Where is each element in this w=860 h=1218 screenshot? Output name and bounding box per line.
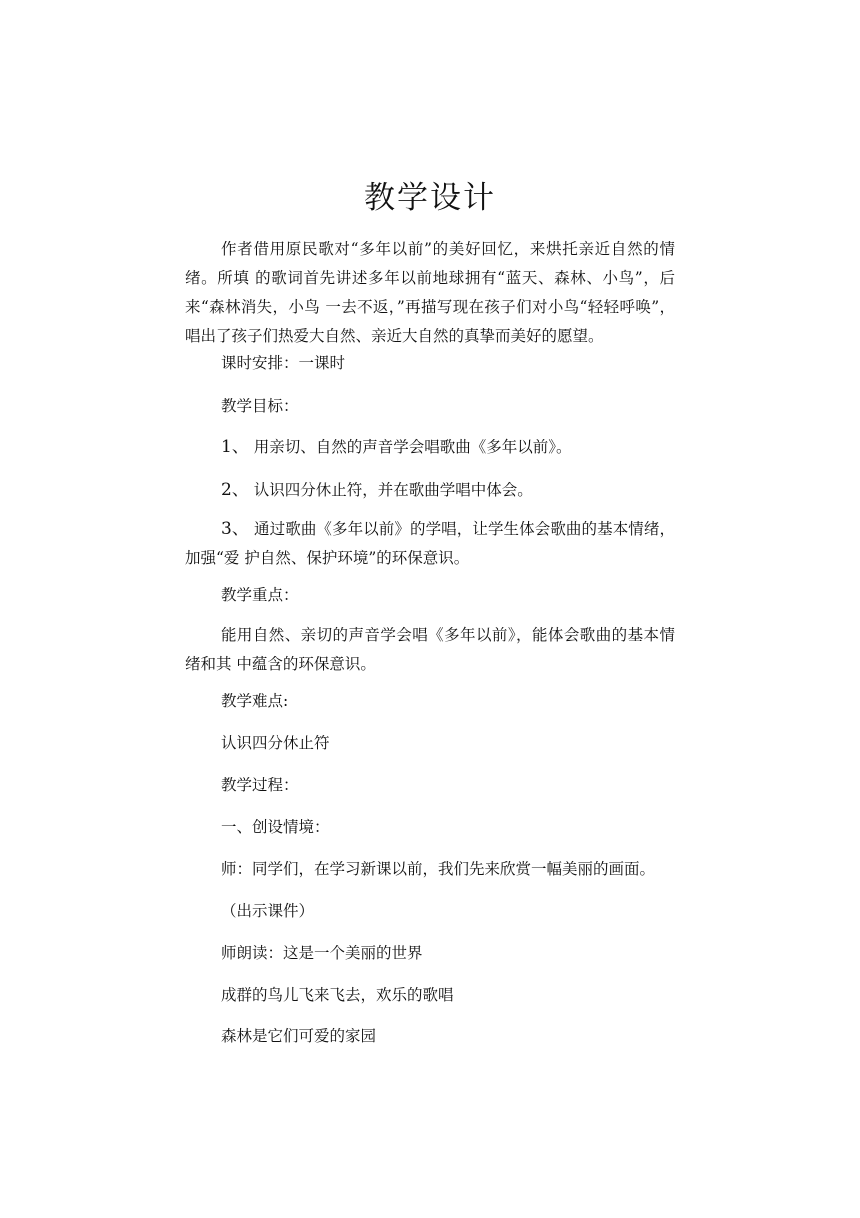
document-title: 教学设计 [364, 180, 496, 216]
process-heading: 教学过程： [221, 776, 299, 794]
difficulty-text: 认识四分休止符 [221, 734, 330, 752]
reading-line-3: 森林是它们可爱的家园 [221, 1027, 377, 1045]
teacher-line: 师：同学们，在学习新课以前，我们先来欣赏一幅美丽的画面。 [221, 860, 656, 878]
goal-number: 1、 [221, 437, 249, 457]
goal-text: 用亲切、自然的声音学会唱歌曲《多年以前》。 [248, 438, 572, 456]
reading-line-2: 成群的鸟儿飞来飞去，欢乐的歌唱 [221, 986, 454, 1004]
step1-heading: 一、创设情境： [221, 818, 330, 836]
goal-text: 通过歌曲《多年以前》的学唱，让学生体会歌曲的基本情绪，加强“爱 护自然、保护环境”的环保意识。 [185, 520, 675, 567]
goal-item-1 [185, 433, 675, 462]
goal-item-3 [185, 515, 675, 573]
key-heading: 教学重点： [221, 586, 299, 604]
goal-number: 3、 [221, 519, 250, 539]
goal-number: 2、 [221, 480, 249, 500]
schedule-line: 课时安排：一课时 [221, 354, 346, 372]
courseware-note: （出示课件） [221, 902, 315, 920]
intro-paragraph: 作者借用原民歌对“多年以前”的美好回忆，来烘托亲近自然的情绪。所填 的歌词首先讲述多年以前地球拥有“蓝天、森林、小鸟”，后来“森林消失，小鸟 一去不返，”再描写现在孩子们对小鸟“轻轻呼唤”，唱出了孩子们热爱大自然、亲近大自然的真挚而美好的愿望。 [185, 240, 675, 345]
goal-text: 认识四分休止符，并在歌曲学唱中体会。 [248, 481, 533, 499]
goal-item-2 [185, 476, 675, 505]
key-paragraph: 能用自然、亲切的声音学会唱《多年以前》，能体会歌曲的基本情绪和其 中蕴含的环保意识。 [185, 626, 675, 673]
difficulty-heading: 教学难点: [221, 692, 289, 710]
goals-heading: 教学目标： [221, 397, 299, 415]
reading-line-1: 师朗读：这是一个美丽的世界 [221, 944, 423, 962]
